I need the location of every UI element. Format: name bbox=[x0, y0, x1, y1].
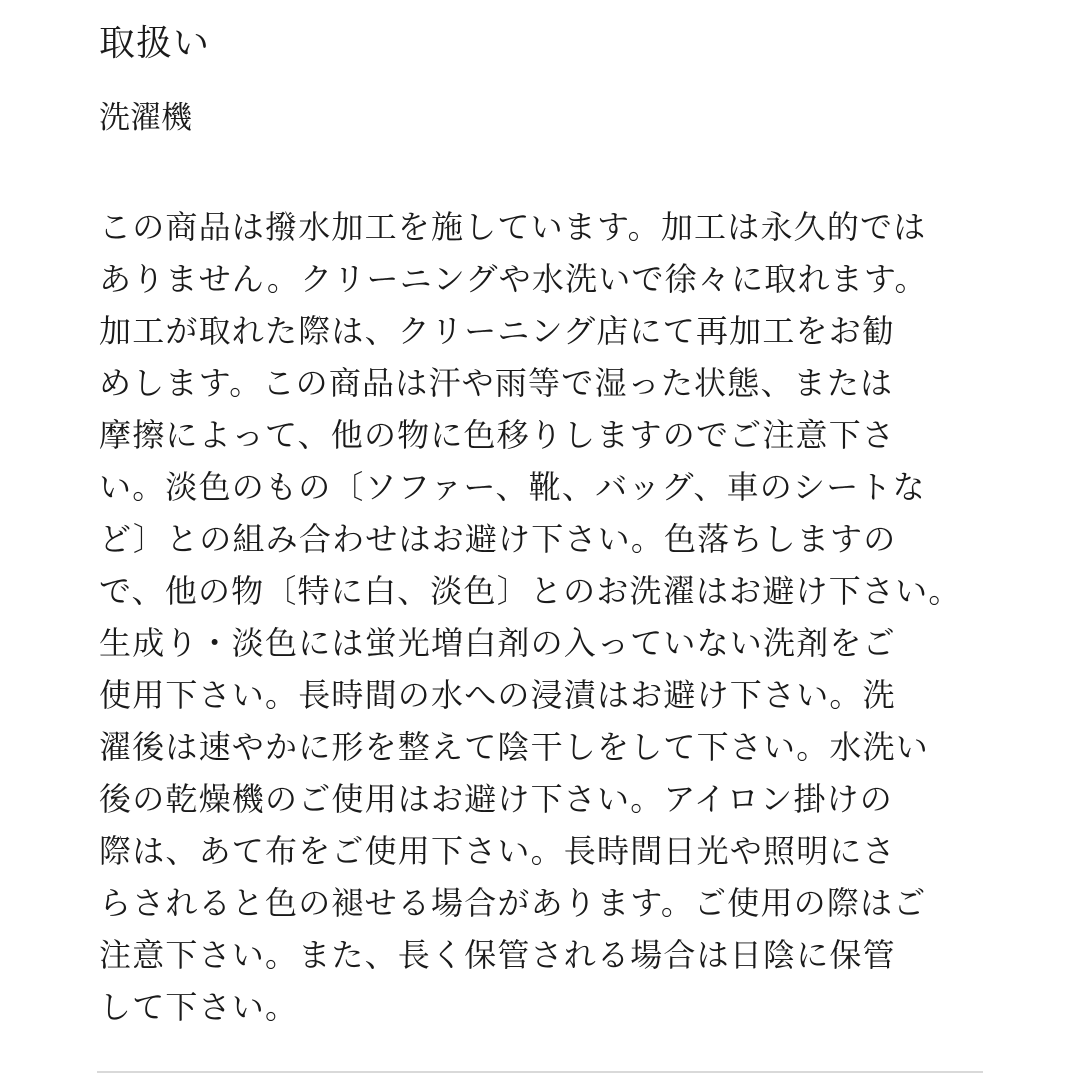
care-line: い。淡色のもの〔ソファー、靴、バッグ、車のシートな bbox=[99, 468, 926, 506]
care-instructions bbox=[99, 201, 999, 1033]
care-line: 後の乾燥機のご使用はお避け下さい。アイロン掛けの bbox=[99, 780, 893, 818]
care-line: 加工が取れた際は、クリーニング店にて再加工をお勧 bbox=[99, 312, 896, 350]
care-line: 際は、あて布をご使用下さい。長時間日光や照明にさ bbox=[99, 832, 896, 870]
care-line: めします。この商品は汗や雨等で湿った状態、または bbox=[99, 364, 894, 402]
care-line: 使用下さい。長時間の水への浸漬はお避け下さい。洗 bbox=[99, 676, 896, 714]
care-line: 生成り・淡色には蛍光増白剤の入っていない洗剤をご bbox=[99, 624, 896, 662]
washing-machine-label: 洗濯機 bbox=[99, 100, 192, 136]
care-line: 注意下さい。また、長く保管される場合は日陰に保管 bbox=[99, 936, 896, 974]
care-line: で、他の物〔特に白、淡色〕とのお洗濯はお避け下さい。 bbox=[99, 572, 962, 610]
section-divider bbox=[97, 1071, 983, 1073]
section-title: 取扱い bbox=[99, 23, 211, 64]
care-line: ど〕との組み合わせはお避け下さい。色落ちしますの bbox=[99, 520, 897, 558]
care-line: して下さい。 bbox=[99, 988, 299, 1026]
care-line: らされると色の褪せる場合があります。ご使用の際はご bbox=[99, 884, 927, 922]
care-line: 濯後は速やかに形を整えて陰干しをして下さい。水洗い bbox=[99, 728, 930, 766]
care-line: この商品は撥水加工を施しています。加工は永久的では bbox=[99, 208, 927, 246]
care-line: 摩擦によって、他の物に色移りしますのでご注意下さ bbox=[99, 416, 896, 454]
care-line: ありません。クリーニングや水洗いで徐々に取れます。 bbox=[99, 260, 928, 298]
